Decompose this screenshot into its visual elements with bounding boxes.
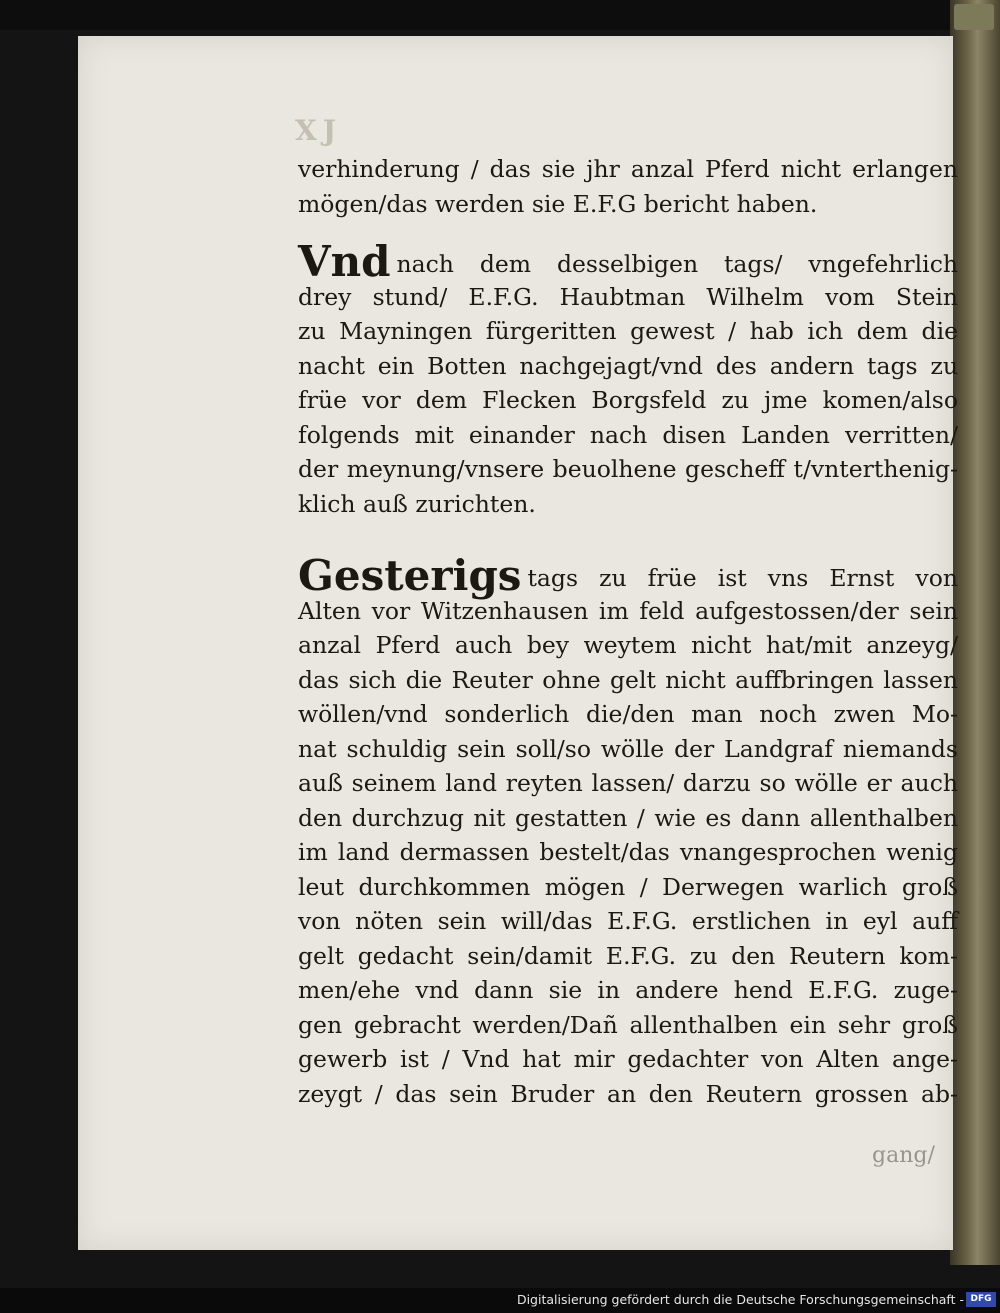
paragraph-2 [298,237,958,521]
text-line: gelt gedacht sein/damit E.F.G. zu den Reutern kom- [298,941,958,970]
text-line: mögen/das werden sie E.F.G bericht haben. [298,189,818,218]
text-line: Alten vor Witzenhausen im feld aufgestossen/der sein [298,596,958,625]
text-line: von nöten sein will/das E.F.G. erstlichen in eyl auff [298,907,958,935]
text-line: früe vor dem Flecken Borgsfeld zu jme komen/also [298,386,958,414]
text-line: leut durchkommen mögen / Derwegen warlich groß [298,872,958,901]
text-line: men/ehe vnd dann sie in andere hend E.F.G. zuge- [298,976,958,1004]
text-line: wöllen/vnd sonderlich die/den man noch zwen Mo- [298,700,958,728]
initial-word: Gesterigs [298,551,522,600]
text-line: drey stund/ E.F.G. Haubtman Wilhelm vom Stein [298,282,958,311]
text-line: nat schuldig sein soll/so wölle der Landgraf niemands [298,734,958,763]
text-line: gen gebracht werden/Dañ allenthalben ein sehr groß [298,1010,958,1039]
book-edge-tab [954,4,994,30]
text-line: im land dermassen bestelt/das vnangesprochen wenig [298,838,958,866]
paragraph-3 [298,551,958,1111]
initial-word: Vnd [298,237,391,286]
scan-top-strip [0,0,1000,30]
text-line: verhinderung / das sie jhr anzal Pferd nicht erlangen [298,155,958,183]
text-line: klich auß zurichten. [298,489,536,518]
text-line: zu Mayningen fürgeritten gewest / hab ich dem die [298,317,958,345]
text-line: das sich die Reuter ohne gelt nicht auffbringen lassen [298,665,958,694]
text-line: nacht ein Botten nachgejagt/vnd des andern tags zu [298,351,958,380]
text-line: anzal Pferd auch bey weytem nicht hat/mit anzeyg/ [298,631,958,659]
text-line: gewerb ist / Vnd hat mir gedachter von Alten ange- [298,1045,958,1073]
text-line: folgends mit einander nach disen Landen verritten/ [298,420,958,449]
paragraph-1 [298,152,958,221]
text-line: der meynung/vnsere beuolhene gescheff t/vnterthenig- [298,455,958,483]
text-line: zeygt / das sein Bruder an den Reutern grossen ab- [298,1079,958,1108]
funding-credit: Digitalisierung gefördert durch die Deutsche Forschungsgemeinschaft - [516,1292,964,1307]
dfg-logo-icon: DFG [966,1292,996,1307]
catchword: gang/ [872,1143,935,1168]
text-line: auß seinem land reyten lassen/ darzu so wölle er auch [298,769,958,797]
text-line: Vnd nach dem desselbigen tags/ vngefehrlich [298,237,958,286]
text-line: Gesterigs tags zu früe ist vns Ernst von [298,551,958,600]
folio-number: XJ [295,114,342,147]
text-line: den durchzug nit gestatten / wie es dann allenthalben [298,803,958,832]
page-text [298,152,958,1111]
